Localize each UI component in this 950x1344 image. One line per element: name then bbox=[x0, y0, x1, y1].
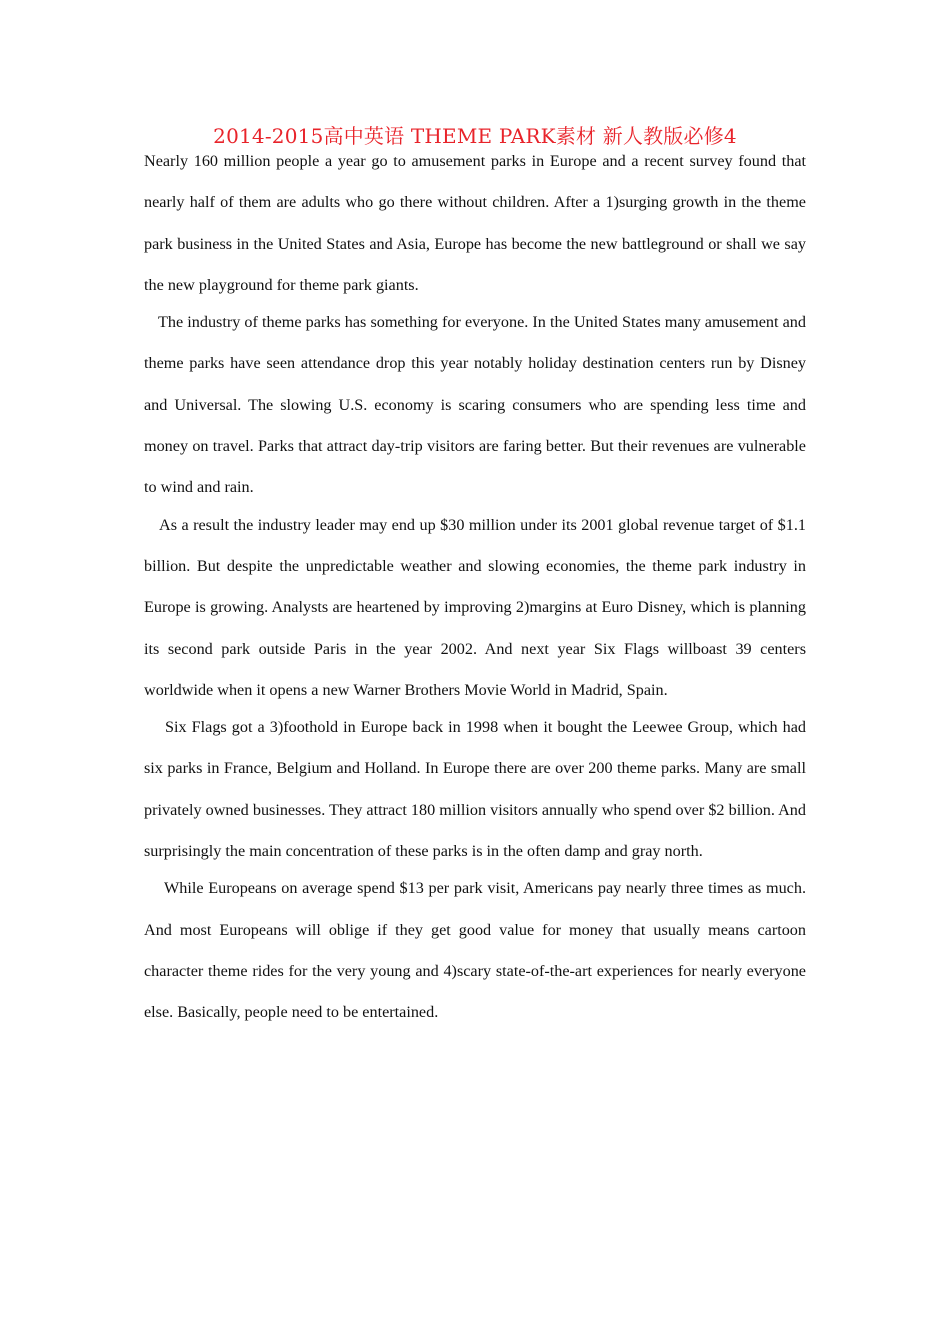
paragraph-3: As a result the industry leader may end up $30 million under its 2001 global revenue target of $1.1 billion. But despite the unpredictable weather and slowing economies, the theme park industry in Europe is growing. Analysts are heartened by improving 2)margins at Euro Disney, which is planning its second park outside Paris in the year 2002. And next year Six Flags willboast 39 centers worldwide when it opens a new Warner Brothers Movie World in Madrid, Spain. bbox=[144, 515, 806, 699]
document-title: 2014-2015高中英语 THEME PARK素材 新人教版必修4 bbox=[213, 124, 737, 148]
paragraph-5: While Europeans on average spend $13 per park visit, Americans pay nearly three times as much. And most Europeans will oblige if they get good value for money that usually means cartoon character theme rides for the very young and 4)scary state-of-the-art experiences for nearly everyone else. Basically, people need to be entertained. bbox=[144, 879, 806, 1022]
paragraph-1: Nearly 160 million people a year go to amusement parks in Europe and a recent survey found that nearly half of them are adults who go there without children. After a 1)surging growth in the theme park business in the United States and Asia, Europe has become the new battleground or shall we say the new playground for theme park giants. bbox=[144, 152, 806, 294]
paragraph-2: The industry of theme parks has something for everyone. In the United States many amusement and theme parks have seen attendance drop this year notably holiday destination centers run by Disney and Universal. The slowing U.S. economy is scaring consumers who are spending less time and money on travel. Parks that attract day-trip visitors are faring better. But their revenues are vulnerable to wind and rain. bbox=[144, 313, 806, 497]
paragraph-4: Six Flags got a 3)foothold in Europe back in 1998 when it bought the Leewee Group, which had six parks in France, Belgium and Holland. In Europe there are over 200 theme parks. Many are small privately owned businesses. They attract 180 million visitors annually who spend over $2 billion. And surprisingly the main concentration of these parks is in the often damp and gray north. bbox=[144, 718, 806, 861]
article-body bbox=[144, 141, 806, 1030]
